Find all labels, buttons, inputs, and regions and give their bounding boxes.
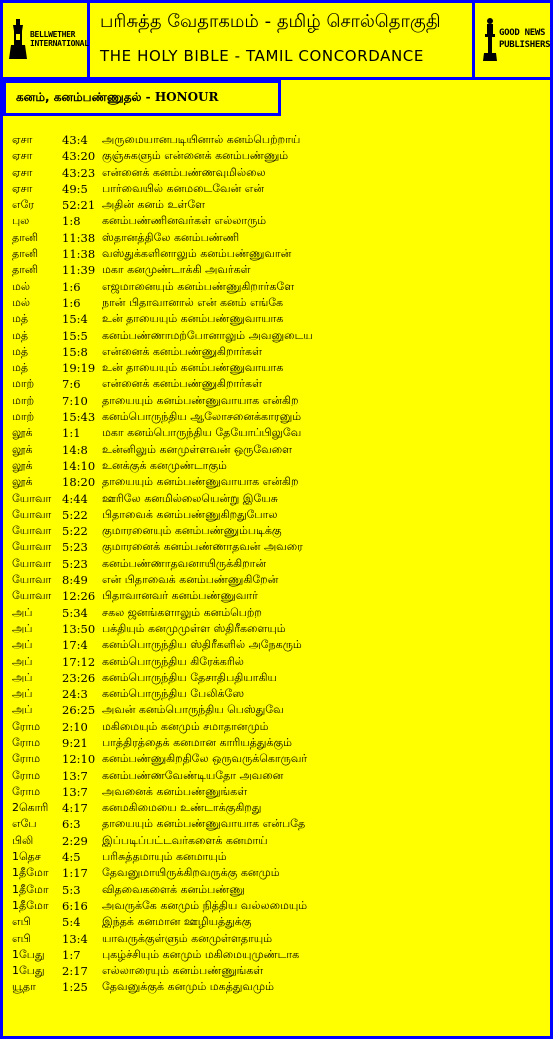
verse-text: குமாரனைக் கனம்பண்ணாதவன் அவரை [102,540,303,554]
verse-book: 1தீமோ [12,898,49,912]
title-banner [90,3,472,77]
verse-book: ரோம [12,752,41,766]
verse-reference: 11:38 [62,230,96,245]
verse-reference: 1:25 [62,980,88,995]
verse-reference: 23:26 [62,670,96,685]
verse-book: ரோம [12,768,41,782]
verse-reference: 1:7 [62,947,81,962]
verse-reference: 43:4 [62,133,88,147]
verse-text: பக்தியும் கனமுமுள்ள ஸ்திரீகளையும் [102,621,286,635]
verse-reference: 8:49 [62,573,88,588]
verse-book: மத் [12,328,29,342]
verse-reference: 26:25 [62,703,96,718]
topic-english: HONOUR [154,90,219,104]
verse-reference: 5:23 [62,556,88,571]
verse-reference: 52:21 [62,198,96,213]
verse-reference: 6:16 [62,898,88,913]
verse-reference: 24:3 [62,687,88,702]
verse-book: மாற் [12,410,35,424]
verse-book: அப் [12,638,33,652]
verse-text: கனம்பண்ணாதவனாயிருக்கிறான் [102,556,267,570]
verse-book: மல் [12,295,30,309]
verse-text: கனம்பொருந்திய ஆலோசனைக்காரனும் [102,410,302,424]
verse-book: மத் [12,361,29,375]
verse-reference: 49:5 [62,181,88,196]
verse-reference: 12:26 [62,589,96,604]
verse-text: அவருக்கே கனமும் நித்திய வல்லமையும் [102,898,308,912]
logo-left-line2: INTERNATIONAL [30,39,89,48]
verse-text: சகல ஜனங்களாலும் கனம்பெற்ற [102,605,262,619]
verse-text: ஊரிலே கனமில்லையென்று இயேசு [102,491,278,505]
verse-text: மகிமையும் கனமும் சமாதானமும் [102,719,269,733]
verse-text: தேவனுக்குக் கனமும் மகத்துவமும் [102,980,274,994]
verse-text: என்னைக் கனம்பண்ணுகிறார்கள் [102,377,262,391]
verse-text: நான் பிதாவானால் என் கனம் எங்கே [102,295,284,309]
topic-tamil: கனம், கனம்பண்ணுதல் [16,90,142,104]
publisher-logo-right [475,3,550,77]
verse-reference: 13:50 [62,621,96,636]
verse-reference: 13:7 [62,784,88,799]
title-tamil: பரிசுத்த வேதாகமம் - தமிழ் சொல்தொகுதி [100,11,441,32]
verse-reference: 15:43 [62,410,96,425]
verse-text: கனமகிமையை உண்டாக்குகிறது [102,801,262,815]
verse-text: பரிசுத்தமாயும் கனமாயும் [102,850,227,864]
verse-text: குமாரனையும் கனம்பண்ணும்படிக்கு [102,524,282,538]
verse-text: கனம்பண்ணவேண்டியதோ அவனை [102,768,284,782]
verse-reference: 1:6 [62,279,81,294]
verse-book: 1பேது [12,947,45,961]
verse-text: தாயையும் கனம்பண்ணுவாயாக என்கிற [102,475,299,489]
verse-book: யோவா [12,573,52,587]
verse-book: ஏசா [12,133,33,146]
verse-text: மகா கனம்பொருந்திய தேயோப்பிலுவே [102,426,302,440]
verse-reference: 2:29 [62,833,88,848]
verse-reference: 7:10 [62,393,88,408]
verse-reference: 9:21 [62,735,88,750]
verse-reference: 13:4 [62,931,88,946]
verse-book: லூக் [12,458,33,472]
verse-book: மாற் [12,377,35,391]
verse-text: பார்வையில் கனமடைவேன் என் [102,181,265,195]
verse-reference: 18:20 [62,475,96,490]
topic-heading [16,90,219,106]
verse-reference: 14:8 [62,442,88,457]
verse-reference: 5:22 [62,507,88,522]
verse-text: கனம்பண்ணினவர்கள் எல்லாரும் [102,214,267,228]
verse-book: லூக் [12,426,33,440]
verse-text: விதவைகளைக் கனம்பண்ணு [102,882,245,896]
verse-book: அப் [12,605,33,619]
verse-book: மத் [12,344,29,358]
verse-reference: 1:1 [62,426,81,441]
verse-reference: 4:5 [62,850,81,865]
verse-text: உனக்குக் கனமுண்டாகும் [102,458,227,472]
verse-reference: 15:8 [62,344,88,359]
verse-reference: 11:38 [62,247,96,262]
verse-reference: 17:4 [62,638,88,653]
verse-book: தானி [12,230,39,244]
verse-book: தானி [12,263,39,277]
title-english: THE HOLY BIBLE - TAMIL CONCORDANCE [100,47,424,65]
verse-book: புல [12,214,30,228]
verse-text: மகா கனமுண்டாக்கி அவர்கள் [102,263,251,277]
verse-book: ரோம [12,719,41,733]
verse-reference: 5:34 [62,605,88,620]
verse-reference: 5:3 [62,882,81,897]
verse-book: அப் [12,621,33,635]
verse-book: யோவா [12,507,52,521]
verse-text: யாவருக்குள்ளும் கனமுள்ளதாயும் [102,931,273,945]
verse-text: தாயையும் கனம்பண்ணுவாயாக என்கிற [102,393,299,407]
verse-book: எபே [12,817,37,831]
verse-reference: 15:4 [62,312,88,327]
verse-text: கனம்பண்ணுகிறதிலே ஒருவருக்கொருவர் [102,752,308,766]
verse-book: மல் [12,279,30,293]
verse-text: தேவனுமாயிருக்கிறவருக்கு கனமும் [102,866,280,880]
verse-reference: 7:6 [62,377,81,392]
verse-book: ரோம [12,735,41,749]
verse-book: எபி [12,915,31,929]
verse-reference: 2:17 [62,964,88,979]
logo-left-line1: BELLWETHER [30,30,76,39]
verse-reference: 4:17 [62,801,88,816]
verse-text: அவனைக் கனம்பண்ணுங்கள் [102,784,248,798]
verse-text: பிதாவானவர் கனம்பண்ணுவார் [102,589,258,603]
verse-book: யோவா [12,556,52,570]
verse-reference: 1:6 [62,295,81,310]
verse-text: ஸ்தானத்திலே கனம்பண்ணி [102,230,240,244]
verse-book: 1தெச [12,850,41,864]
verse-text: என்னைக் கனம்பண்ணவுமில்லை [102,165,266,179]
verse-reference: 13:7 [62,768,88,783]
verse-text: அதின் கனம் உள்ளே [102,198,206,212]
verse-book: அப் [12,670,33,684]
verse-reference: 5:23 [62,540,88,555]
verse-book: ஏசா [12,149,33,163]
verse-reference: 43:23 [62,165,96,180]
verse-book: யோவா [12,540,52,554]
verse-text: கனம்பண்ணாமற்போனாலும் அவனுடைய [102,328,313,342]
verse-text: இந்தக் கனமான ஊழியத்துக்கு [102,915,252,929]
topic-separator: - [141,90,155,104]
verse-book: எரே [12,198,35,212]
verse-reference: 12:10 [62,752,96,767]
lamp-icon [483,17,497,61]
verse-reference: 2:10 [62,719,88,734]
verse-book: அப் [12,687,33,701]
verse-text: உன் தாயையும் கனம்பண்ணுவாயாக [102,361,284,375]
verse-book: அப் [12,703,33,717]
good-news-logo [483,17,550,61]
bell-tower-icon [9,19,27,59]
topic-heading-box [3,80,281,116]
verse-text: கனம்பொருந்திய பேலிக்ஸே [102,687,245,701]
verse-text: கனம்பொருந்திய கிரேக்கரில் [102,654,244,668]
verse-text: தாயையும் கனம்பண்ணுவாயாக என்பதே [102,817,306,831]
verse-text: பாத்திரத்தைக் கனமான காரியத்துக்கும் [102,735,292,749]
verse-reference: 6:3 [62,817,81,832]
verse-book: ஏசா [12,165,33,179]
verse-book: 1தீமோ [12,882,49,896]
verse-reference: 5:4 [62,915,81,930]
verse-book: மத் [12,312,29,326]
logo-right-line2: PUBLISHERS [499,40,551,50]
verse-reference: 4:44 [62,491,88,506]
verse-reference: 1:17 [62,866,88,881]
verse-reference: 43:20 [62,149,96,164]
verse-text: கனம்பொருந்திய தேசாதிபதியாகிய [102,670,277,684]
verse-reference: 11:39 [62,263,96,278]
verse-book: ஏசா [12,181,33,195]
publisher-logo-left [3,3,87,77]
verse-text: உன் தாயையும் கனம்பண்ணுவாயாக [102,312,284,326]
verse-text: புகழ்ச்சியும் கனமும் மகிமையுமுண்டாக [102,947,300,961]
verse-text: அருமையானபடியினால் கனம்பெற்றாய் [102,133,301,146]
logo-right-line1: GOOD NEWS [499,28,546,38]
verse-text: எல்லாரையும் கனம்பண்ணுங்கள் [102,964,264,978]
verse-book: யோவா [12,524,52,538]
verse-reference: 1:8 [62,214,81,229]
verse-book: லூக் [12,475,33,489]
verse-text: கனம்பொருந்திய ஸ்திரீகளில் அநேகரும் [102,638,302,652]
verse-book: ரோம [12,784,41,798]
verse-text: இப்படிப்பட்டவர்களைக் கனமாய் [102,833,268,847]
verse-book: பிலி [12,833,34,847]
verse-reference: 15:5 [62,328,88,343]
verse-book: அப் [12,654,33,668]
verse-book: 2கொரி [12,801,49,815]
verse-text: அவன் கனம்பொருந்திய பெஸ்துவே [102,703,284,717]
verse-text: வஸ்துக்களினாலும் கனம்பண்ணுவான் [102,247,292,261]
verse-text: என் பிதாவைக் கனம்பண்ணுகிறேன் [102,573,279,587]
verse-text: என்னைக் கனம்பண்ணுகிறார்கள் [102,344,262,358]
verse-text: குஞ்சுகளும் என்னைக் கனம்பண்ணும் [102,149,289,163]
verse-book: தானி [12,247,39,261]
bellwether-logo [9,19,89,59]
verse-book: மாற் [12,393,35,407]
verse-book: 1தீமோ [12,866,49,880]
verse-book: 1பேது [12,964,45,978]
verse-reference: 17:12 [62,654,96,669]
verse-text: எஜமானையும் கனம்பண்ணுகிறார்களே [102,279,295,293]
verse-text: உன்னிலும் கனமுள்ளவன் ஒருவேளை [102,442,293,456]
verse-book: யோவா [12,589,52,603]
verse-reference: 19:19 [62,361,96,376]
verse-reference: 14:10 [62,458,96,473]
verse-book: யூதா [12,980,36,994]
verse-reference: 5:22 [62,524,88,539]
verse-book: யோவா [12,491,52,505]
verse-book: எபி [12,931,31,945]
verse-text: பிதாவைக் கனம்பண்ணுகிறதுபோல [102,507,278,521]
verse-book: லூக் [12,442,33,456]
